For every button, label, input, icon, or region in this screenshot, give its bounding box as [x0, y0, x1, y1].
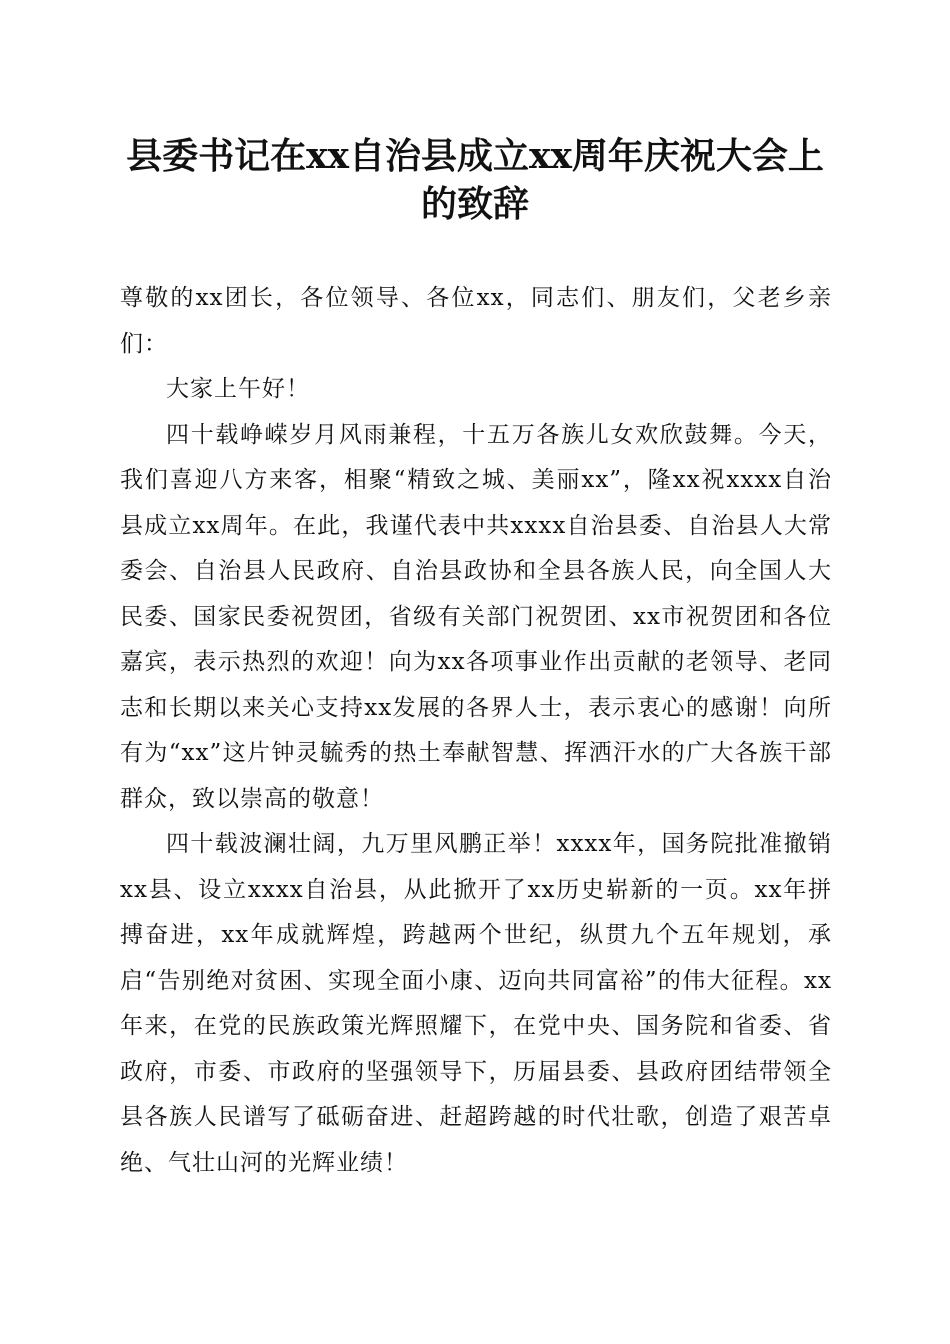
document-body	[120, 276, 832, 1186]
document-title	[100, 132, 850, 228]
salutation: 尊敬的xx团长，各位领导、各位xx，同志们、朋友们，父老乡亲们：	[120, 285, 832, 357]
greeting: 大家上午好！	[166, 376, 310, 402]
paragraph-1: 四十载峥嵘岁月风雨兼程，十五万各族儿女欢欣鼓舞。今天，我们喜迎八方来客，相聚“精致之城、美丽xx”，隆xx祝xxxx自治县成立xx周年。在此，我谨代表中共xxxx自治县委、自治县人大常委会、自治县人民政府、自治县政协和全县各族人民，向全国人大民委、国家民委祝贺团，省级有关部门祝贺团、xx市祝贺团和各位嘉宾，表示热烈的欢迎！向为xx各项事业作出贡献的老领导、老同志和长期以来关心支持xx发展的各界人士，表示衷心的感谢！向所有为“xx”这片钟灵毓秀的热土奉献智慧、挥洒汗水的广大各族干部群众，致以崇高的敬意！	[120, 421, 832, 812]
title-line-1: 县委书记在xx自治县成立xx周年庆祝大会上	[126, 135, 824, 177]
paragraph-2: 四十载波澜壮阔，九万里风鹏正举！xxxx年，国务院批准撤销xx县、设立xxxx自治县，从此掀开了xx历史崭新的一页。xx年拼搏奋进，xx年成就辉煌，跨越两个世纪，纵贯九个五年规划，承启“告别绝对贫困、实现全面小康、迈向共同富裕”的伟大征程。xx年来，在党的民族政策光辉照耀下，在党中央、国务院和省委、省政府，市委、市政府的坚强领导下，历届县委、县政府团结带领全县各族人民谱写了砥砺奋进、赶超跨越的时代壮歌，创造了艰苦卓绝、气壮山河的光辉业绩！	[120, 831, 832, 1176]
title-line-2: 的致辞	[420, 183, 529, 225]
